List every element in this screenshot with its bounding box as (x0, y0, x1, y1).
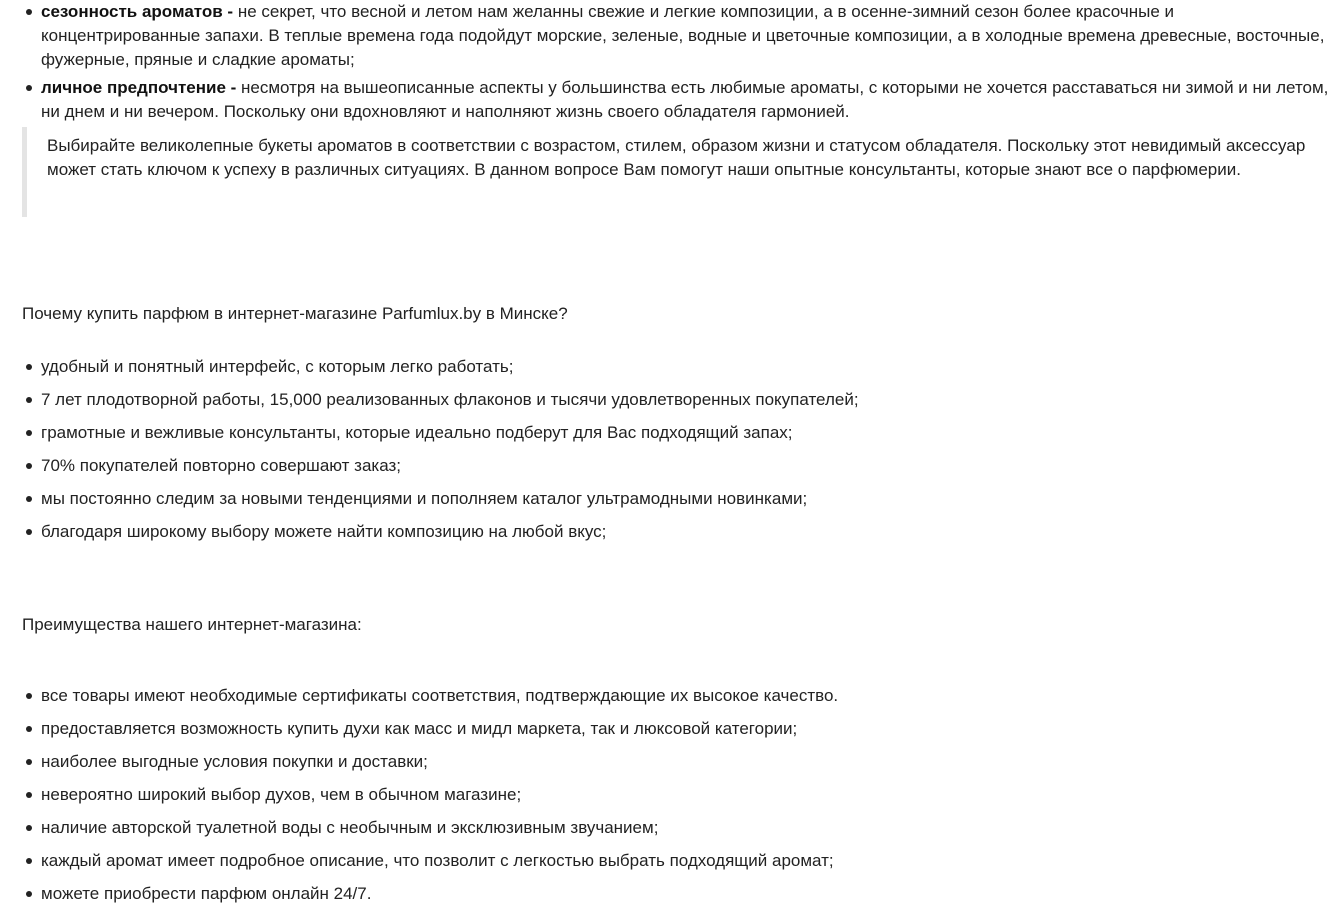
list-item: благодаря широкому выбору можете найти композицию на любой вкус; (22, 520, 1333, 553)
seasonality-text: не секрет, что весной и летом нам желанны свежие и легкие композиции, а в осенне-зимний сезон более красочные и концентрированные запахи. В теплые времена года подойдут морские, зеленые, водные и цветочные композиции, а в холодные времена древесные, восточные, фужерные, пряные и сладкие ароматы; (41, 2, 1325, 69)
list-item: каждый аромат имеет подробное описание, что позволит с легкостью выбрать подходящий аромат; (22, 849, 1333, 882)
quote-text: Выбирайте великолепные букеты ароматов в соответствии с возрастом, стилем, образом жизни и статусом обладателя. Поскольку этот невидимый аксессуар может стать ключом к успеху в различных ситуациях. В данном вопросе Вам помогут наши опытные консультанты, которые знают все о парфюмерии. (47, 136, 1306, 179)
list-item: наличие авторской туалетной воды с необычным и эксклюзивным звучанием; (22, 816, 1333, 849)
why-buy-heading: Почему купить парфюм в интернет-магазине Parfumlux.by в Минске? (22, 304, 568, 323)
list-item: можете приобрести парфюм онлайн 24/7. (22, 882, 1333, 915)
seasonality-lead: сезонность ароматов - (41, 2, 234, 21)
personal-preference-text: несмотря на вышеописанные аспекты у большинства есть любимые ароматы, с которыми не хочется расставаться ни зимой и ни летом, ни днем и ни вечером. Поскольку они вдохновляют и наполняют жизнь своего обладателя гармонией. (41, 78, 1329, 121)
consultant-quote (22, 127, 1312, 217)
list-item: все товары имеют необходимые сертификаты соответствия, подтверждающие их высокое качество. (22, 684, 1333, 717)
list-item: предоставляется возможность купить духи как масс и мидл маркета, так и люксовой категории; (22, 717, 1333, 750)
list-item: 7 лет плодотворной работы, 15,000 реализованных флаконов и тысячи удовлетворенных покупателей; (22, 388, 1333, 421)
list-item: удобный и понятный интерфейс, с которым легко работать; (22, 355, 1333, 388)
list-item-personal-preference (22, 76, 1333, 124)
advantages-list (22, 684, 1333, 915)
fragrance-factors-list (22, 0, 1333, 124)
list-item: мы постоянно следим за новыми тенденциями и пополняем каталог ультрамодными новинками; (22, 487, 1333, 520)
list-item: 70% покупателей повторно совершают заказ; (22, 454, 1333, 487)
why-buy-list (22, 355, 1333, 553)
list-item: грамотные и вежливые консультанты, которые идеально подберут для Вас подходящий запах; (22, 421, 1333, 454)
personal-preference-lead: личное предпочтение - (41, 78, 237, 97)
list-item: невероятно широкий выбор духов, чем в обычном магазине; (22, 783, 1333, 816)
list-item-seasonality (22, 0, 1333, 72)
advantages-heading: Преимущества нашего интернет-магазина: (22, 615, 362, 634)
list-item: наиболее выгодные условия покупки и доставки; (22, 750, 1333, 783)
